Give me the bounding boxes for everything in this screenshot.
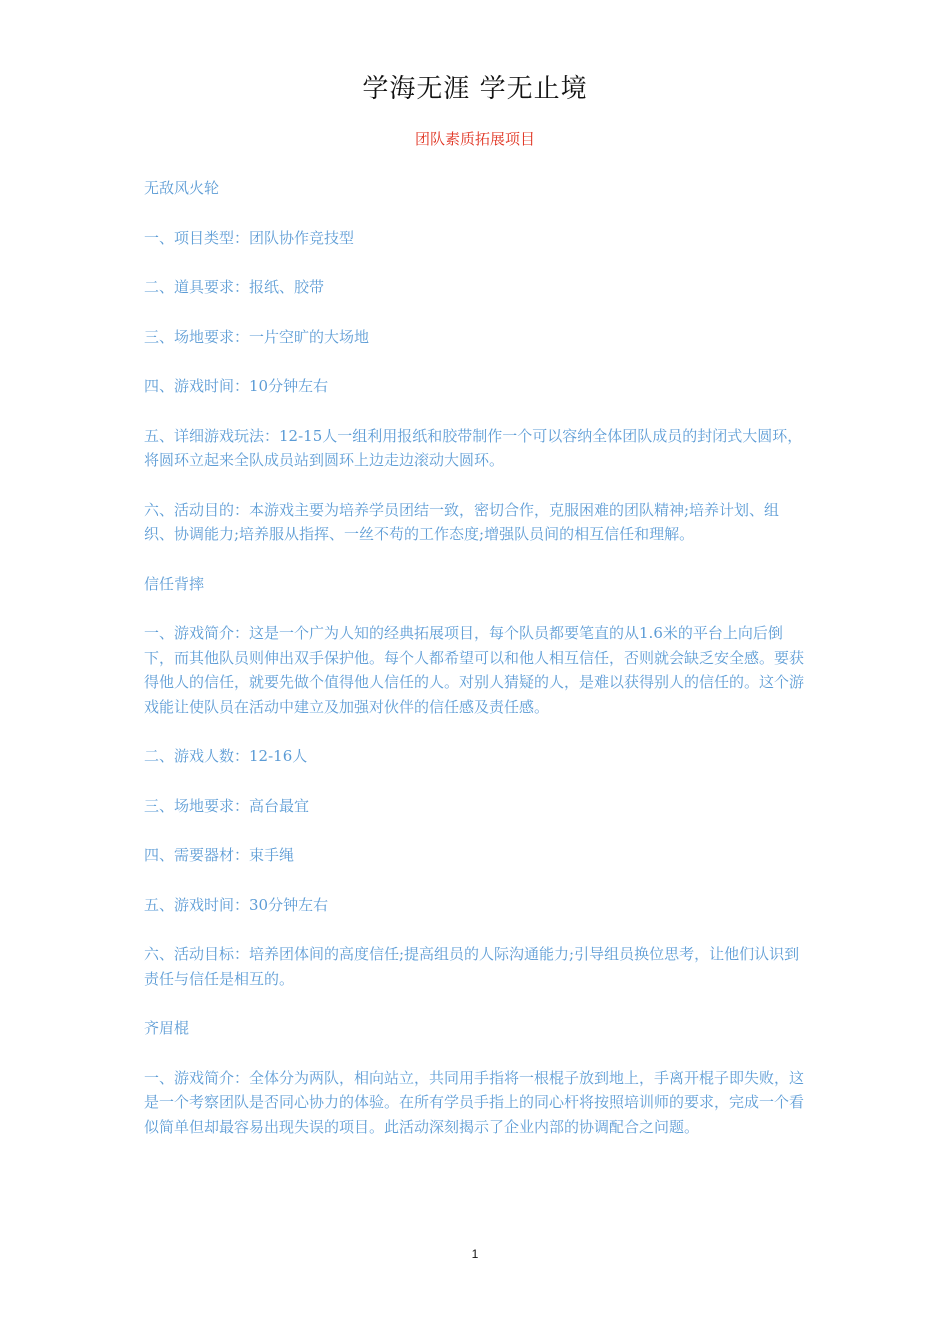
paragraph: 一、项目类型：团队协作竞技型	[144, 228, 355, 247]
document-subtitle: 团队素质拓展项目	[414, 130, 535, 148]
document-body	[144, 176, 808, 1164]
paragraph: 二、游戏人数：12-16人	[144, 747, 308, 765]
section-heading-qimeigun: 齐眉棍	[144, 1019, 190, 1037]
paragraph: 三、场地要求：高台最宜	[144, 796, 310, 815]
paragraph: 四、需要器材：束手绳	[144, 846, 295, 864]
paragraph: 五、游戏时间：30分钟左右	[144, 895, 329, 914]
section-heading-wudi-fenghuolun: 无敌风火轮	[144, 179, 220, 197]
paragraph: 一、游戏简介：全体分为两队，相向站立，共同用手指将一根棍子放到地上，手离开棍子即失败，这是一个考察团队是否同心协力的体验。在所有学员手指上的同心杆将按照培训师的要求，完成一个看似简单但却最容易出现失误的项目。此活动深刻揭示了企业内部的协调配合之问题。	[144, 1068, 805, 1136]
paragraph: 五、详细游戏玩法：12-15人一组利用报纸和胶带制作一个可以容纳全体团队成员的封闭式大圆环，将圆环立起来全队成员站到圆环上边走边滚动大圆环。	[144, 426, 803, 469]
section-heading-xinren-beishuai: 信任背摔	[144, 574, 205, 593]
page-number: 1	[471, 1247, 479, 1261]
paragraph: 二、道具要求：报纸、胶带	[144, 278, 325, 296]
paragraph: 一、游戏简介：这是一个广为人知的经典拓展项目，每个队员都要笔直的从1.6米的平台上向后倒下，而其他队员则伸出双手保护他。每个人都希望可以和他人相互信任，否则就会缺乏安全感。要获得他人的信任，就要先做个值得他人信任的人。对别人猜疑的人，是难以获得别人的信任的。这个游戏能让使队员在活动中建立及加强对伙伴的信任感及责任感。	[144, 624, 805, 716]
paragraph: 三、场地要求：一片空旷的大场地	[144, 327, 370, 346]
paragraph: 四、游戏时间：10分钟左右	[144, 377, 329, 395]
paragraph: 六、活动目标：培养团体间的高度信任;提高组员的人际沟通能力;引导组员换位思考，让他们认识到责任与信任是相互的。	[144, 945, 800, 988]
paragraph: 六、活动目的：本游戏主要为培养学员团结一致，密切合作，克服困难的团队精神;培养计划、组织、协调能力;培养服从指挥、一丝不苟的工作态度;增强队员间的相互信任和理解。	[144, 500, 780, 543]
document-title: 学海无涯 学无止境	[362, 74, 588, 104]
